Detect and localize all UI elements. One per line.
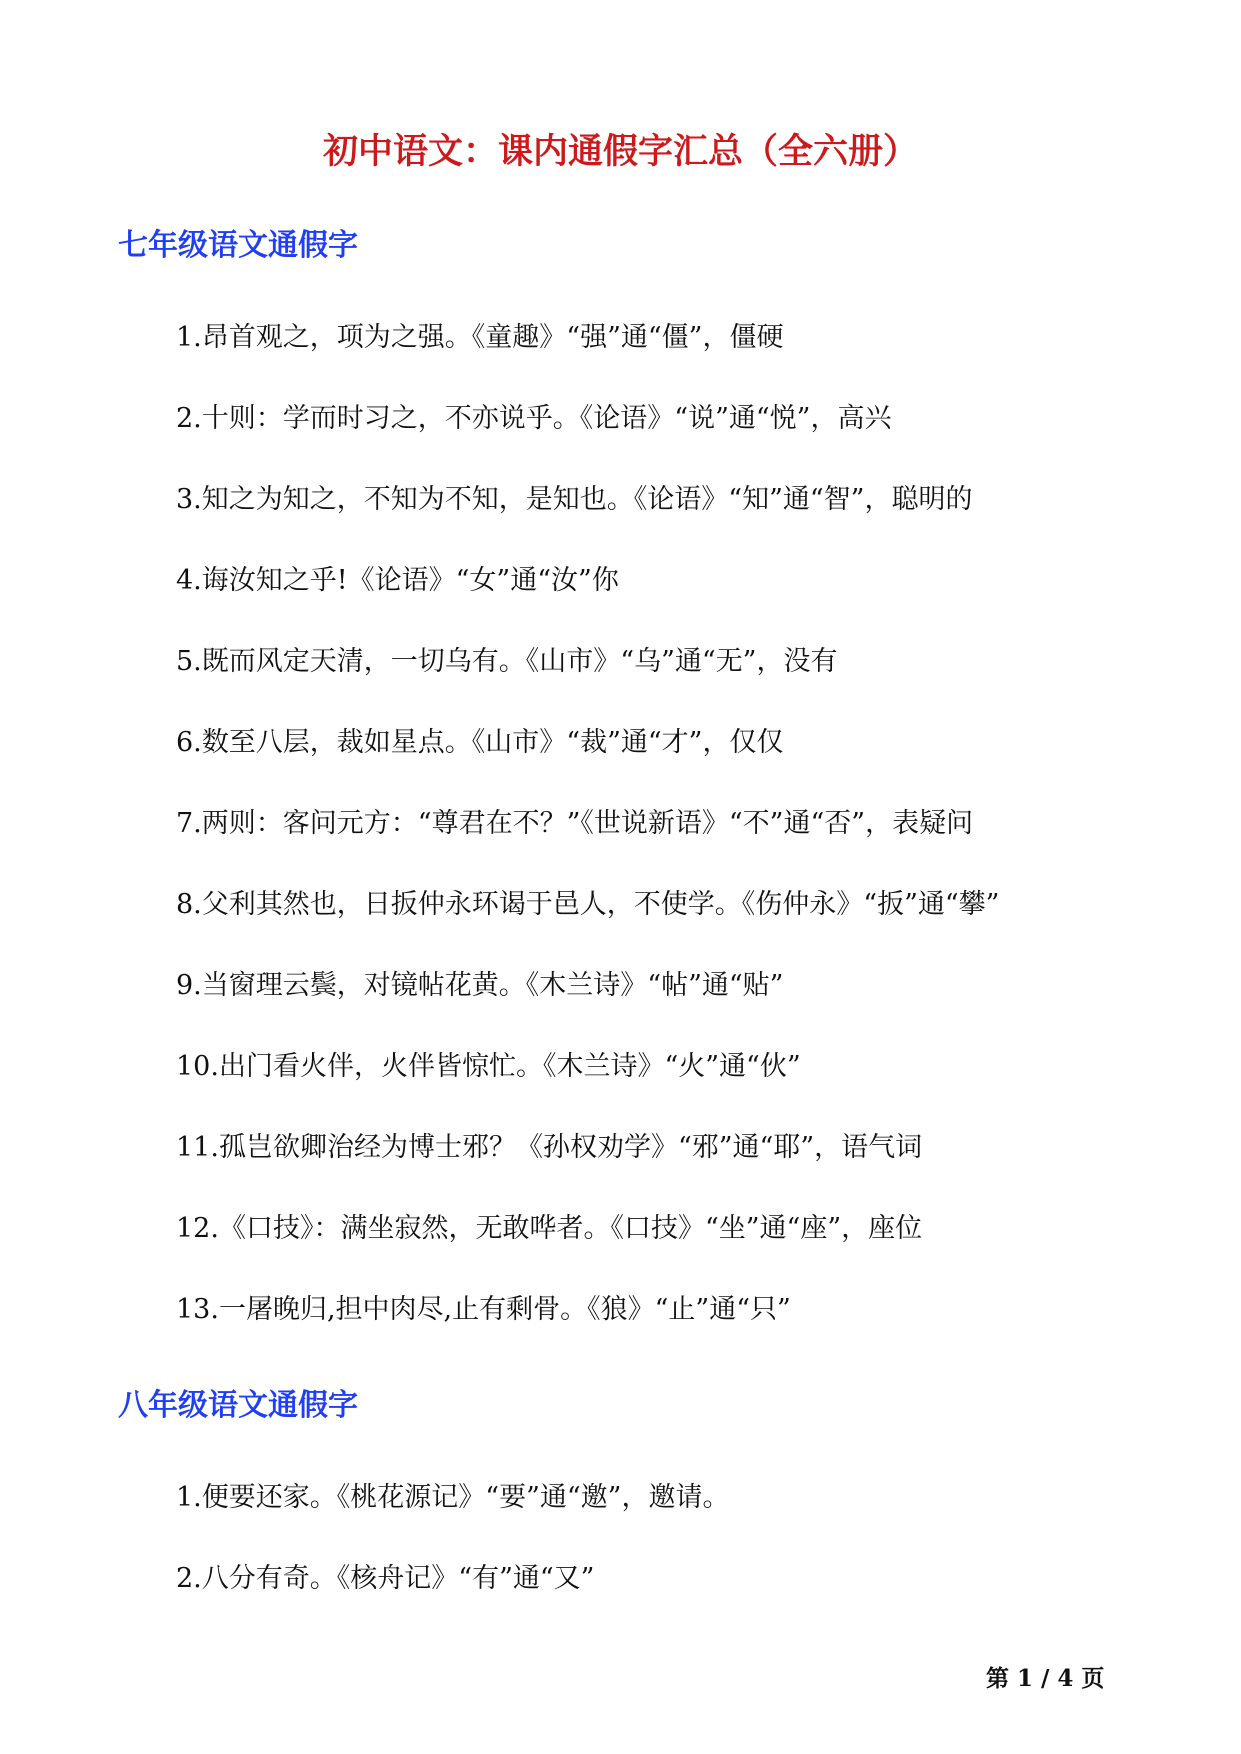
- list-item: 3.知之为知之，不知为不知，是知也。《论语》“知”通“智”，聪明的: [176, 484, 973, 515]
- section-heading-grade8: 八年级语文通假字: [118, 1388, 358, 1423]
- list-item: 7.两则：客问元方：“尊君在不？”《世说新语》“不”通“否”，表疑问: [176, 808, 974, 839]
- list-item: 13.一屠晚归,担中肉尽,止有剩骨。《狼》“止”通“只”: [176, 1294, 791, 1325]
- list-item: 2.八分有奇。《核舟记》“有”通“又”: [176, 1563, 595, 1594]
- list-item: 10.出门看火伴，火伴皆惊忙。《木兰诗》“火”通“伙”: [176, 1051, 801, 1082]
- list-item: 9.当窗理云鬓，对镜帖花黄。《木兰诗》“帖”通“贴”: [176, 970, 784, 1001]
- list-item: 5.既而风定天清，一切乌有。《山市》“乌”通“无”，没有: [176, 646, 838, 677]
- list-item: 8.父利其然也，日扳仲永环谒于邑人，不使学。《伤仲永》“扳”通“攀”: [176, 889, 1000, 920]
- document-title: 初中语文：课内通假字汇总（全六册）: [322, 132, 918, 172]
- page-number: 第 1 / 4 页: [986, 1665, 1105, 1692]
- section-heading-grade7: 七年级语文通假字: [118, 228, 358, 263]
- list-item: 6.数至八层，裁如星点。《山市》“裁”通“才”，仅仅: [176, 727, 784, 758]
- list-item: 2.十则：学而时习之，不亦说乎。《论语》“说”通“悦”，高兴: [176, 403, 892, 434]
- list-item: 12.《口技》：满坐寂然，无敢哗者。《口技》“坐”通“座”，座位: [176, 1213, 923, 1244]
- list-item: 4.诲汝知之乎!《论语》“女”通“汝”你: [176, 565, 619, 596]
- list-item: 1.昂首观之，项为之强。《童趣》“强”通“僵”，僵硬: [176, 322, 784, 353]
- list-item: 1.便要还家。《桃花源记》“要”通“邀”，邀请。: [176, 1482, 730, 1513]
- list-item: 11.孤岂欲卿治经为博士邪？《孙权劝学》“邪”通“耶”，语气词: [176, 1132, 923, 1163]
